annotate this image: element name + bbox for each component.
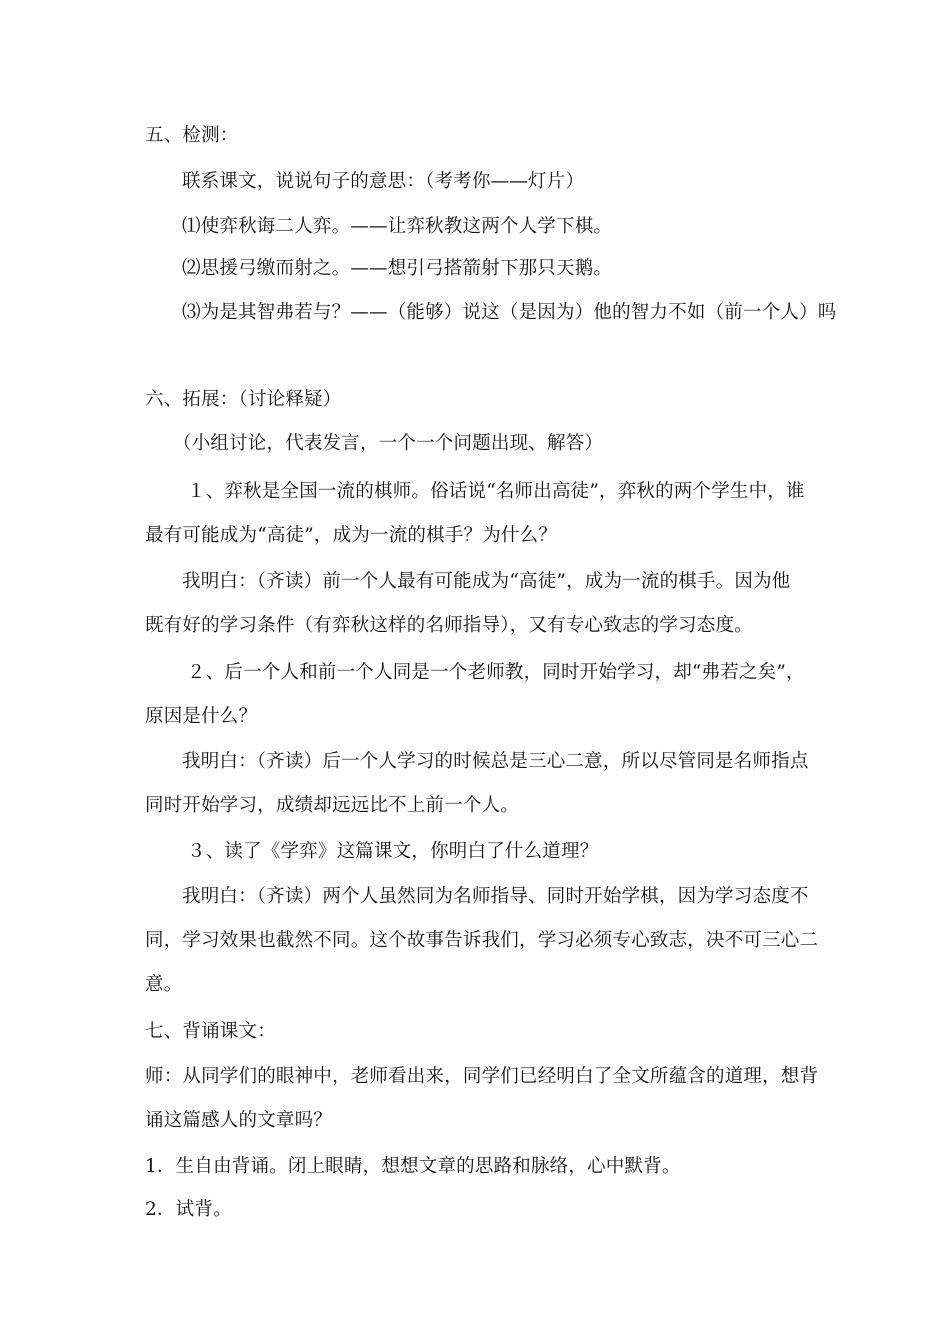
answer-3-line-3: 意。 (145, 974, 183, 995)
question-1-line-1: １、弈秋是全国一流的棋师。俗话说“名师出高徒”，弈秋的两个学生中，谁 (187, 481, 805, 502)
answer-2-line-2: 同时开始学习，成绩却远远比不上前一个人。 (145, 795, 520, 816)
teacher-line-1: 师：从同学们的眼神中，老师看出来，同学们已经明白了全文所蕴含的道理，想背 (145, 1066, 819, 1087)
answer-3-line-2: 同，学习效果也截然不同。这个故事告诉我们，学习必须专心致志，决不可三心二 (145, 930, 819, 951)
question-3-line-1: ３、读了《学弈》这篇课文，你明白了什么道理？ (187, 841, 599, 862)
exercise-item-1: ⑴使弈秋诲二人弈。——让弈秋教这两个人学下棋。 (182, 216, 613, 237)
section-6-heading: 六、拓展：（讨论释疑） (145, 389, 342, 410)
section-7-heading: 七、背诵课文： (145, 1021, 276, 1042)
section-6-note: （小组讨论，代表发言，一个一个问题出现、解答） (173, 433, 604, 454)
recitation-step-2: 2．试背。 (145, 1199, 232, 1220)
answer-1-line-1: 我明白：（齐读）前一个人最有可能成为“高徒”，成为一流的棋手。因为他 (182, 571, 791, 592)
exercise-item-3: ⑶为是其智弗若与？——（能够）说这（是因为）他的智力不如（前一个人）吗 (182, 302, 837, 323)
answer-1-line-2: 既有好的学习条件（有弈秋这样的名师指导），又有专心致志的学习态度。 (145, 615, 753, 636)
question-1-line-2: 最有可能成为“高徒”，成为一流的棋手？为什么？ (145, 525, 558, 546)
question-2-line-1: ２、后一个人和前一个人同是一个老师教，同时开始学习，却“弗若之矣”， (187, 662, 805, 683)
question-2-line-2: 原因是什么？ (145, 706, 258, 727)
section-5-heading: 五、检测： (145, 125, 239, 146)
exercise-item-2: ⑵思援弓缴而射之。——想引弓搭箭射下那只天鹅。 (182, 258, 613, 279)
section-5-intro: 联系课文，说说句子的意思：（考考你——灯片） (182, 171, 585, 192)
recitation-step-1: 1．生自由背诵。闭上眼睛，想想文章的思路和脉络，心中默背。 (145, 1156, 681, 1177)
teacher-line-2: 诵这篇感人的文章吗？ (145, 1110, 333, 1131)
answer-2-line-1: 我明白：（齐读）后一个人学习的时候总是三心二意，所以尽管同是名师指点 (182, 751, 809, 772)
answer-3-line-1: 我明白：（齐读）两个人虽然同为名师指导、同时开始学棋，因为学习态度不 (182, 886, 809, 907)
